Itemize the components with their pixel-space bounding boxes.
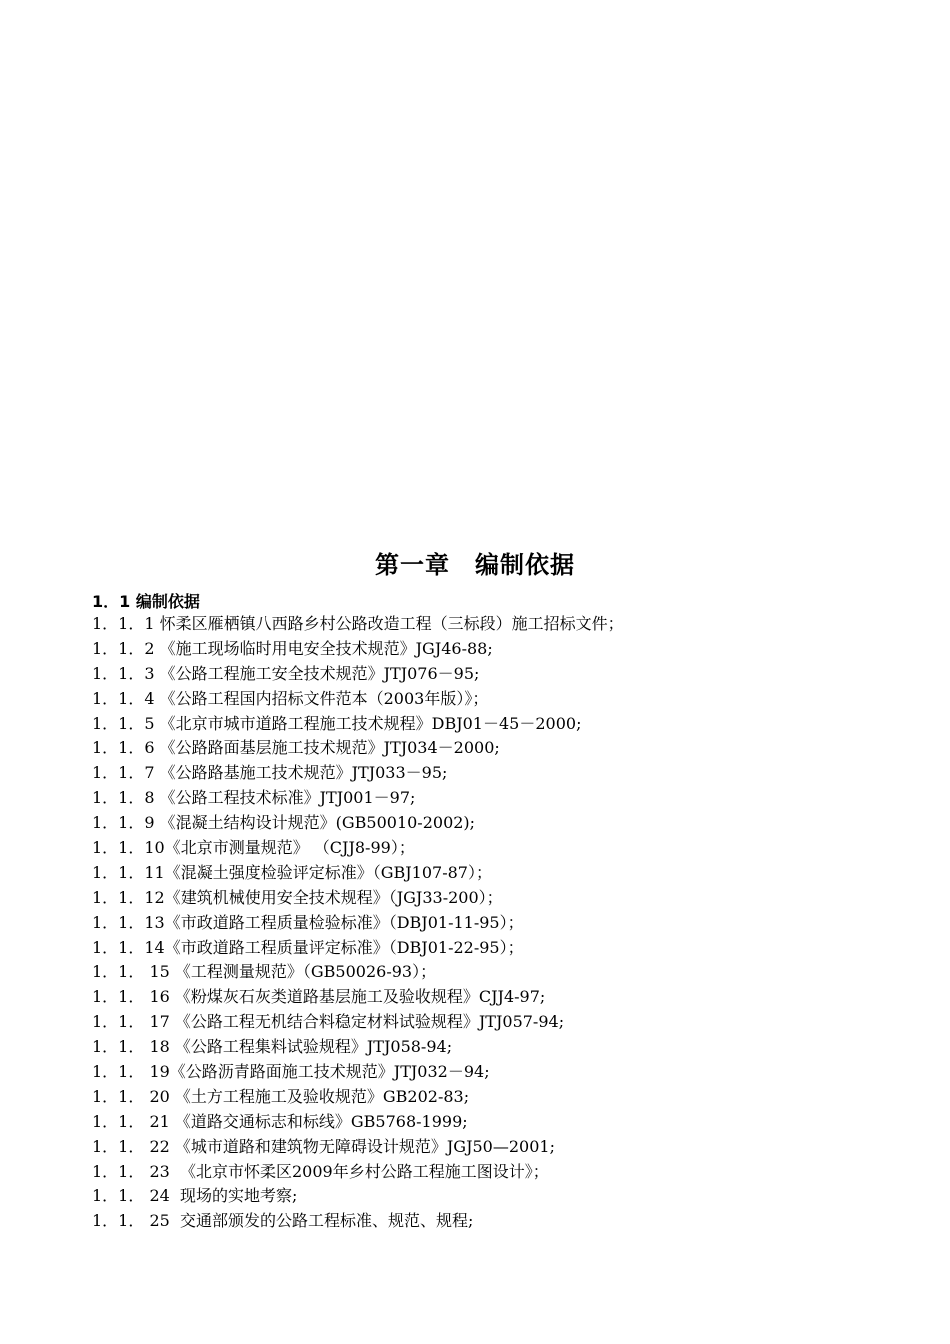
reference-item: 1．1．1 怀柔区雁栖镇八西路乡村公路改造工程（三标段）施工招标文件；	[92, 614, 624, 633]
reference-item: 1．1．5 《北京市城市道路工程施工技术规程》DBJ01－45－2000;	[92, 713, 582, 733]
reference-item: 1．1． 19《公路沥青路面施工技术规范》JTJ032－94;	[92, 1062, 490, 1082]
reference-item: 1．1． 24 现场的实地考察;	[92, 1186, 298, 1206]
reference-list	[92, 612, 624, 1234]
chapter-title: 第一章 编制依据	[375, 551, 575, 579]
reference-item: 1．1．2 《施工现场临时用电安全技术规范》JGJ46-88;	[92, 638, 493, 658]
reference-item: 1．1．4 《公路工程国内招标文件范本（2003年版）》；	[92, 688, 489, 708]
reference-item: 1．1．9 《混凝土结构设计规范》(GB50010-2002);	[92, 813, 476, 833]
reference-item: 1．1． 23 《北京市怀柔区2009年乡村公路工程施工图设计》；	[92, 1161, 549, 1181]
reference-item: 1．1． 16 《粉煤灰石灰类道路基层施工及验收规程》CJJ4-97;	[92, 987, 546, 1007]
reference-item: 1．1． 20 《土方工程施工及验收规范》GB202-83;	[92, 1086, 470, 1106]
reference-item: 1．1．8 《公路工程技术标准》JTJ001－97;	[92, 788, 416, 808]
reference-item: 1．1．7 《公路路基施工技术规范》JTJ033－95;	[92, 763, 448, 783]
reference-item: 1．1． 21 《道路交通标志和标线》GB5768-1999;	[92, 1111, 468, 1131]
reference-item: 1．1． 18 《公路工程集料试验规程》JTJ058-94;	[92, 1037, 453, 1057]
reference-item: 1．1．13《市政道路工程质量检验标准》（DBJ01-11-95）；	[92, 912, 524, 932]
reference-item: 1．1．6 《公路路面基层施工技术规范》JTJ034－2000;	[92, 738, 500, 758]
reference-item: 1．1． 15 《工程测量规范》（GB50026-93）；	[92, 962, 437, 982]
reference-item: 1．1．14《市政道路工程质量评定标准》（DBJ01-22-95）；	[92, 937, 524, 957]
reference-item: 1．1．10《北京市测量规范》 （CJJ8-99）；	[92, 838, 415, 858]
section-heading: 1．1 编制依据	[92, 592, 200, 611]
reference-item: 1．1．11《混凝土强度检验评定标准》（GBJ107-87）；	[92, 862, 492, 882]
reference-item: 1．1． 17 《公路工程无机结合料稳定材料试验规程》JTJ057-94;	[92, 1012, 565, 1032]
reference-item: 1．1．12《建筑机械使用安全技术规程》（JGJ33-200）；	[92, 887, 503, 907]
reference-item: 1．1． 22 《城市道路和建筑物无障碍设计规范》JGJ50—2001;	[92, 1136, 555, 1156]
reference-item: 1．1． 25 交通部颁发的公路工程标准、规范、规程;	[92, 1211, 474, 1231]
reference-item: 1．1．3 《公路工程施工安全技术规范》JTJ076－95;	[92, 663, 480, 683]
